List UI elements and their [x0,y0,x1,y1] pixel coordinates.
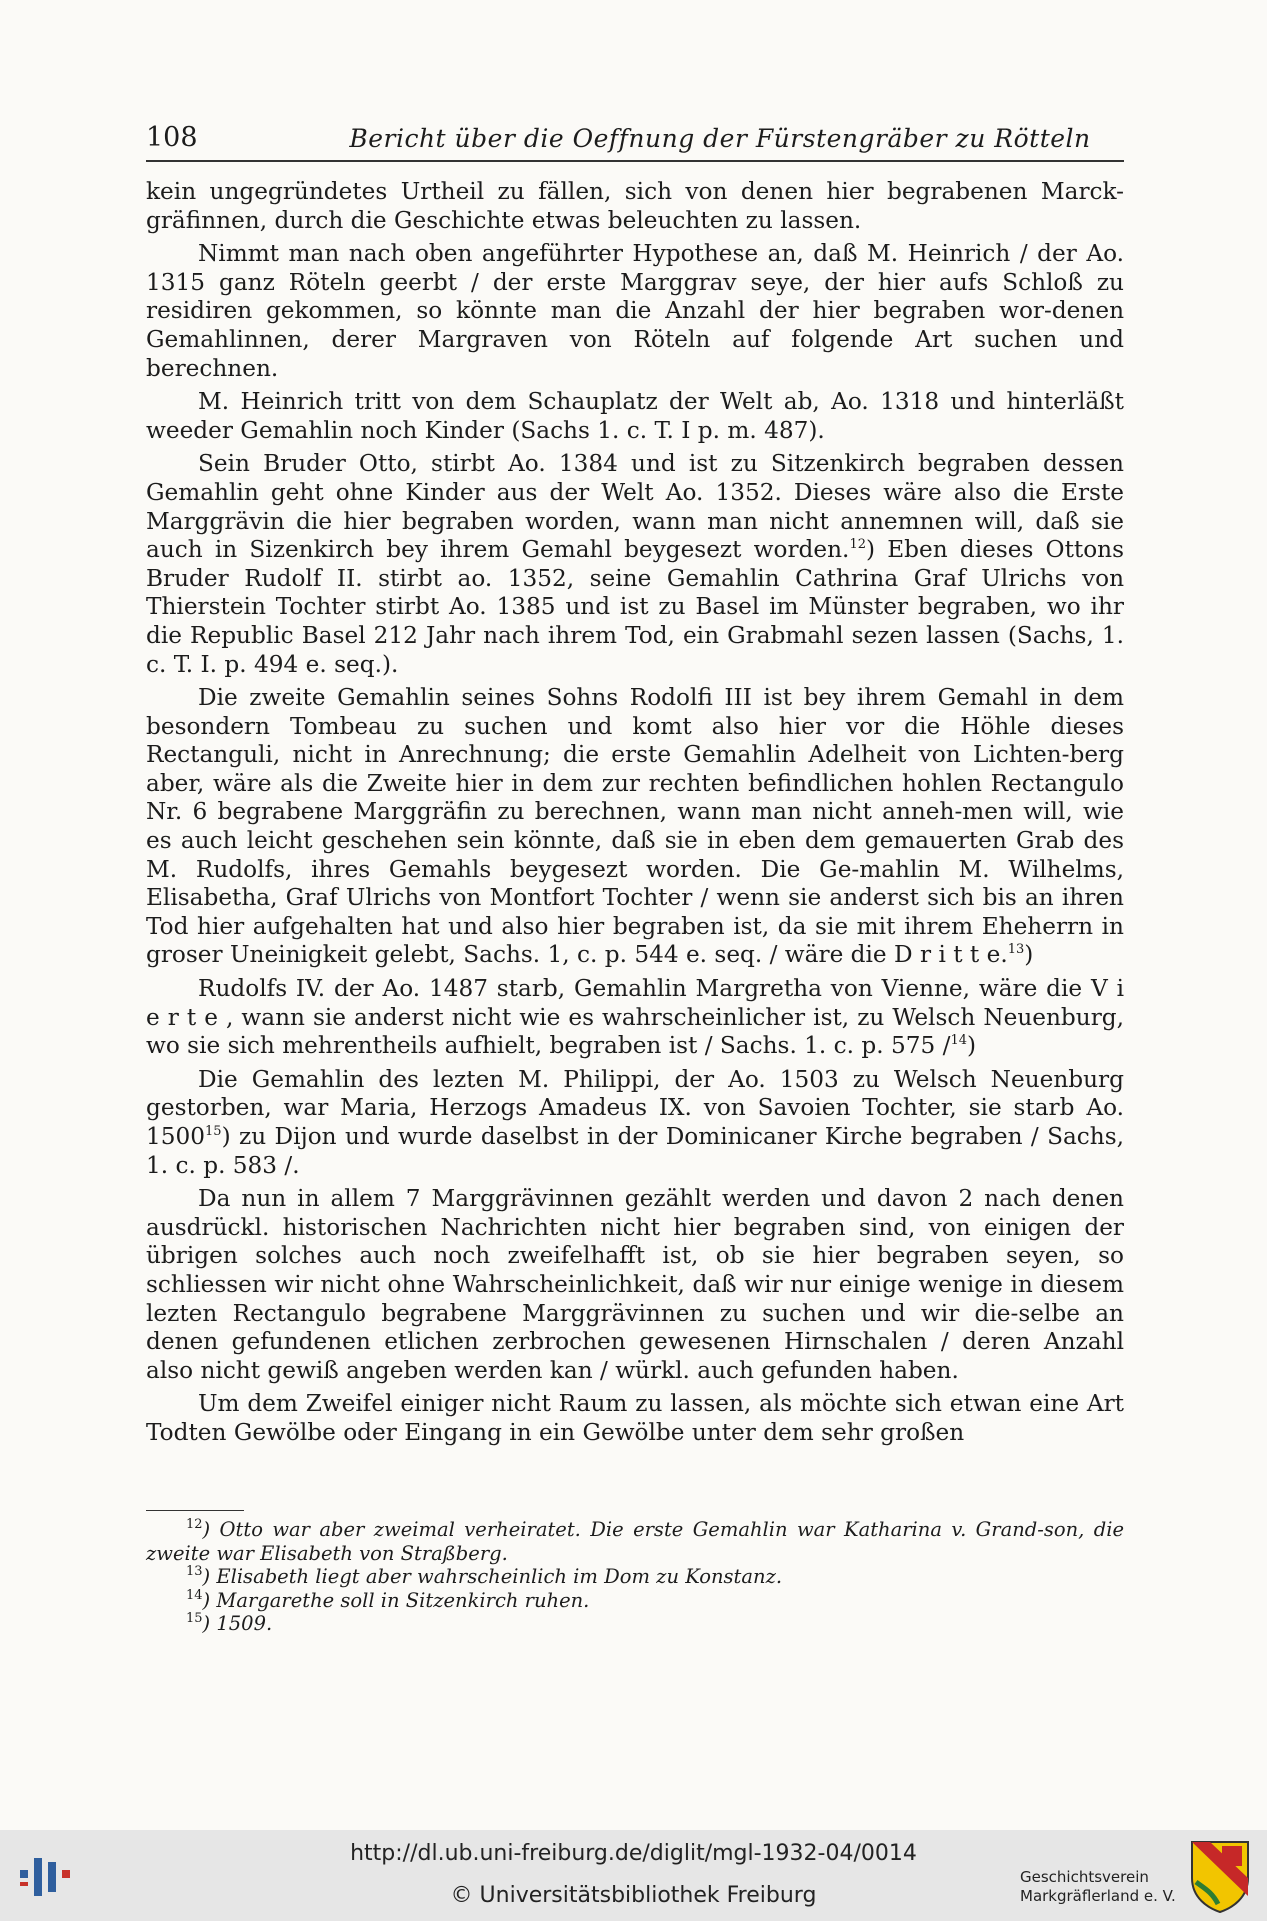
footnote: $^{13}$) Elisabeth liegt aber wahrscheinlich im Dom zu Konstanz. [186,1564,783,1588]
body-text [146,178,1124,1453]
paragraph: Um dem Zweifel einiger nicht Raum zu lassen, als möchte sich etwan eine Art Todten Gewölbe oder Eingang in ein Gewölbe unter dem sehr großen [146,1390,1124,1446]
society-line: Geschichtsverein [1020,1868,1149,1886]
society-line: Markgräflerland e. V. [1020,1887,1176,1905]
viewer-footer [0,1830,1267,1921]
footnote: $^{15}$) 1509. [186,1611,273,1635]
permalink[interactable]: http://dl.ub.uni-freiburg.de/diglit/mgl-1932-04/0014 [350,1841,917,1866]
paragraph: Da nun in allem 7 Marggrävinnen gezählt werden und davon 2 nach denen ausdrückl. historischen Nachrichten nicht hier begraben sind, von einigen der übrigen solches auch noch zweifelhafft ist, ob sie hier begraben seyen, so schliessen wir nicht ohne Wahrscheinlichkeit, daß wir nur einige wenige in diesem lezten Rectangulo begrabene Marggrävinnen zu suchen und wir die-selbe an denen gefundenen etlichen zerbrochen gewesenen Hirnschalen / deren Anzahl also nicht gewiß angeben werden kan / würkl. auch gefunden haben. [146,1185,1124,1384]
coat-of-arms-icon [1188,1838,1252,1914]
paragraph: kein ungegründetes Urtheil zu fällen, sich von denen hier begrabenen Marck-gräfinnen, durch die Geschichte etwas beleuchten zu lassen. [146,178,1124,234]
society-name [1020,1868,1180,1906]
page-number: 108 [146,122,198,153]
copyright-notice: © Universitätsbibliothek Freiburg [450,1883,817,1908]
spaced-word: V i e r t e , [146,975,1124,1031]
paragraph: Nimmt man nach oben angeführter Hypothese an, daß M. Heinrich / der Ao. 1315 ganz Röteln geerbt / der erste Marggrav seye, der hier aufs Schloß zu residiren gekommen, so könnte man die Anzahl der hier begraben wor-denen Gemahlinnen, derer Margraven von Röteln auf folgende Art suchen und berechnen. [146,240,1124,382]
footnote: $^{14}$) Margarethe soll in Sitzenkirch ruhen. [186,1587,590,1612]
footnote-ref[interactable]: 15 [205,1124,222,1139]
paragraph: Die Gemahlin des lezten M. Philippi, der Ao. 1503 zu Welsch Neuenburg gestorben, war Maria, Herzogs Amadeus IX. von Savoien Tochter, sie starb Ao. 1500$^{15}$) zu Dijon und wurde daselbst in der Dominicaner Kirche begraben / Sachs, 1. c. p. 583 /. [146,1065,1124,1179]
footnote-ref[interactable]: 13 [1007,942,1025,958]
paragraph: M. Heinrich tritt von dem Schauplatz der Welt ab, Ao. 1318 und hinterläßt weeder Gemahlin noch Kinder (Sachs 1. c. T. I p. m. 487). [146,388,1124,444]
footnote-ref[interactable]: 14 [950,1033,967,1049]
paragraph: Sein Bruder Otto, stirbt Ao. 1384 und ist zu Sitzenkirch begraben dessen Gemahlin geht ohne Kinder aus der Welt Ao. 1352. Dieses wäre also die Erste Marggrävin die hier begraben worden, wann man nicht annemnen will, daß sie auch in Sizenkirch bey ihrem Gemahl beygesezt worden.$^{12}$) Eben dieses Ottons Bruder Rudolf II. stirbt ao. 1352, seine Gemahlin Cathrina Graf Ulrichs von Thierstein Tochter stirbt Ao. 1385 und ist zu Basel im Münster begraben, wo ihr die Republic Basel 212 Jahr nach ihrem Tod, ein Grabmahl sezen lassen (Sachs, 1. c. T. I. p. 494 e. seq.). [146,450,1124,678]
footnotes [146,1518,1124,1636]
running-head: Bericht über die Oeffnung der Fürstengräber zu Rötteln [349,124,1091,153]
paragraph: Die zweite Gemahlin seines Sohns Rodolfi III ist bey ihrem Gemahl in dem besondern Tombeau zu suchen und komt also hier vor die Höhle dieses Rectanguli, nicht in Anrechnung; die erste Gemahlin Adelheit von Lichten-berg aber, wäre als die Zweite hier in dem zur rechten befindlichen hohlen Rectangulo Nr. 6 begrabene Marggräfin zu berechnen, wann man nicht anneh-men will, wie es auch leicht geschehen sein könnte, daß sie in eben dem gemauerten Grab des M. Rudolfs, ihres Gemahls beygesezt worden. Die Ge-mahlin M. Wilhelms, Elisabetha, Graf Ulrichs von Montfort Tochter / wenn sie anderst sich bis an ihren Tod hier aufgehalten hat und also hier begraben ist, da sie mit ihrem Eheherrn in groser Uneinigkeit gelebt, Sachs. 1, c. p. 544 e. seq. / wäre die D r i t t e.$^{13}$) [146,684,1124,969]
page-header [146,118,1124,162]
spaced-word: D r i t t e. [894,941,1008,969]
footnote: $^{12}$) Otto war aber zweimal verheiratet. Die erste Gemahlin war Katharina v. Grand-son, die zweite war Elisabeth von Straßberg. [146,1517,1124,1565]
footnote-divider [146,1510,244,1511]
paragraph: Rudolfs IV. der Ao. 1487 starb, Gemahlin Margretha von Vienne, wäre die V i e r t e , wann sie anderst nicht wie es wahrscheinlicher ist, zu Welsch Neuenburg, wo sie sich mehrentheils aufhielt, begraben ist / Sachs. 1. c. p. 575 /$^{14}$) [146,975,1125,1060]
footnote-ref[interactable]: 12 [849,537,866,553]
